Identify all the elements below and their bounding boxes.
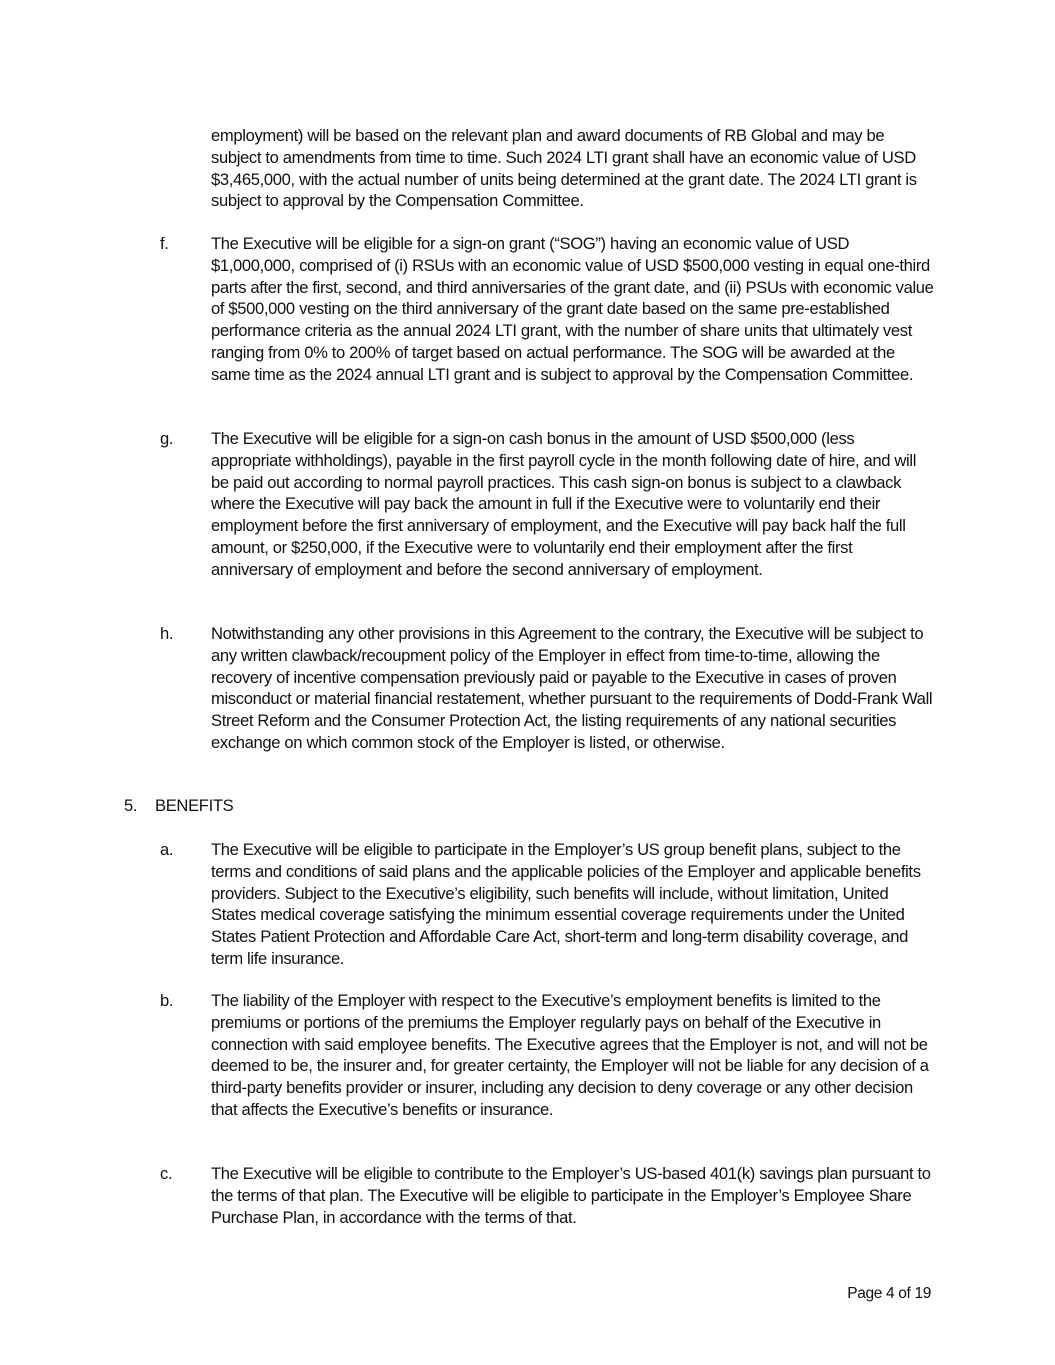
list-item-a (160, 839, 936, 970)
section-number: 5. (124, 796, 138, 815)
list-marker: b. (160, 991, 174, 1010)
list-item-text: The Executive will be eligible to participate in the Employer’s US group benefit plans, subject to the terms and conditions of said plans and the applicable policies of the Employer and applicable benefits providers. Subject to the Executive’s eligibility, such benefits will include, without limitation, United States medical coverage satisfying the minimum essential coverage requirements under the United States Patient Protection and Affordable Care Act, short-term and long-term disability coverage, and term life insurance. (211, 840, 921, 968)
list-item-b (160, 990, 936, 1121)
list-item-c (160, 1163, 936, 1228)
section-title: BENEFITS (155, 796, 234, 815)
page-number: Page 4 of 19 (847, 1285, 931, 1302)
section-heading-benefits (124, 795, 233, 817)
list-item-text: The Executive will be eligible to contribute to the Employer’s US-based 401(k) savings plan pursuant to the terms of that plan. The Executive will be eligible to participate in the Employer’s Employee Share Purchase Plan, in accordance with the terms of that. (211, 1164, 931, 1227)
list-marker: a. (160, 840, 174, 859)
list-marker: g. (160, 429, 174, 448)
list-item-text: The Executive will be eligible for a sign-on grant (“SOG”) having an economic value of USD $1,000,000, comprised of (i) RSUs with an economic value of USD $500,000 vesting in equal one-third parts after the first, second, and third anniversaries of the grant date, and (ii) PSUs with economic value of $500,000 vesting on the third anniversary of the grant date based on the same pre-established performance criteria as the annual 2024 LTI grant, with the number of share units that ultimately vest ranging from 0% to 200% of target based on actual performance. The SOG will be awarded at the same time as the 2024 annual LTI grant and is subject to approval by the Compensation Committee. (211, 234, 934, 384)
list-item-h (160, 623, 936, 754)
list-item-text: The liability of the Employer with respect to the Executive’s employment benefits is limited to the premiums or portions of the premiums the Employer regularly pays on behalf of the Executive in connection with said employee benefits. The Executive agrees that the Employer is not, and will not be deemed to be, the insurer and, for greater certainty, the Employer will not be liable for any decision of a third-party benefits provider or insurer, including any decision to deny coverage or any other decision that affects the Executive’s benefits or insurance. (211, 991, 929, 1119)
list-item-text: Notwithstanding any other provisions in this Agreement to the contrary, the Executive will be subject to any written clawback/recoupment policy of the Employer in effect from time-to-time, allowing the recovery of incentive compensation previously paid or payable to the Executive in cases of proven misconduct or material financial restatement, whether pursuant to the requirements of Dodd-Frank Wall Street Reform and the Consumer Protection Act, the listing requirements of any national securities exchange on which common stock of the Employer is listed, or otherwise. (211, 624, 933, 752)
list-marker: h. (160, 624, 174, 643)
list-item-g (160, 428, 936, 581)
list-item-f (160, 233, 936, 386)
list-item-text: The Executive will be eligible for a sign-on cash bonus in the amount of USD $500,000 (less appropriate withholdings), payable in the first payroll cycle in the month following date of hire, and will be paid out according to normal payroll practices. This cash sign-on bonus is subject to a clawback where the Executive will pay back the amount in full if the Executive were to voluntarily end their employment before the first anniversary of employment, and the Executive will pay back half the full amount, or $250,000, if the Executive were to voluntarily end their employment after the first anniversary of employment and before the second anniversary of employment. (211, 429, 917, 579)
list-marker: c. (160, 1164, 173, 1183)
continuation-paragraph: employment) will be based on the relevant plan and award documents of RB Global and may be subject to amendments from time to time. Such 2024 LTI grant shall have an economic value of USD $3,465,000, with the actual number of units being determined at the grant date. The 2024 LTI grant is subject to approval by the Compensation Committee. (211, 126, 917, 211)
list-marker: f. (160, 234, 169, 253)
